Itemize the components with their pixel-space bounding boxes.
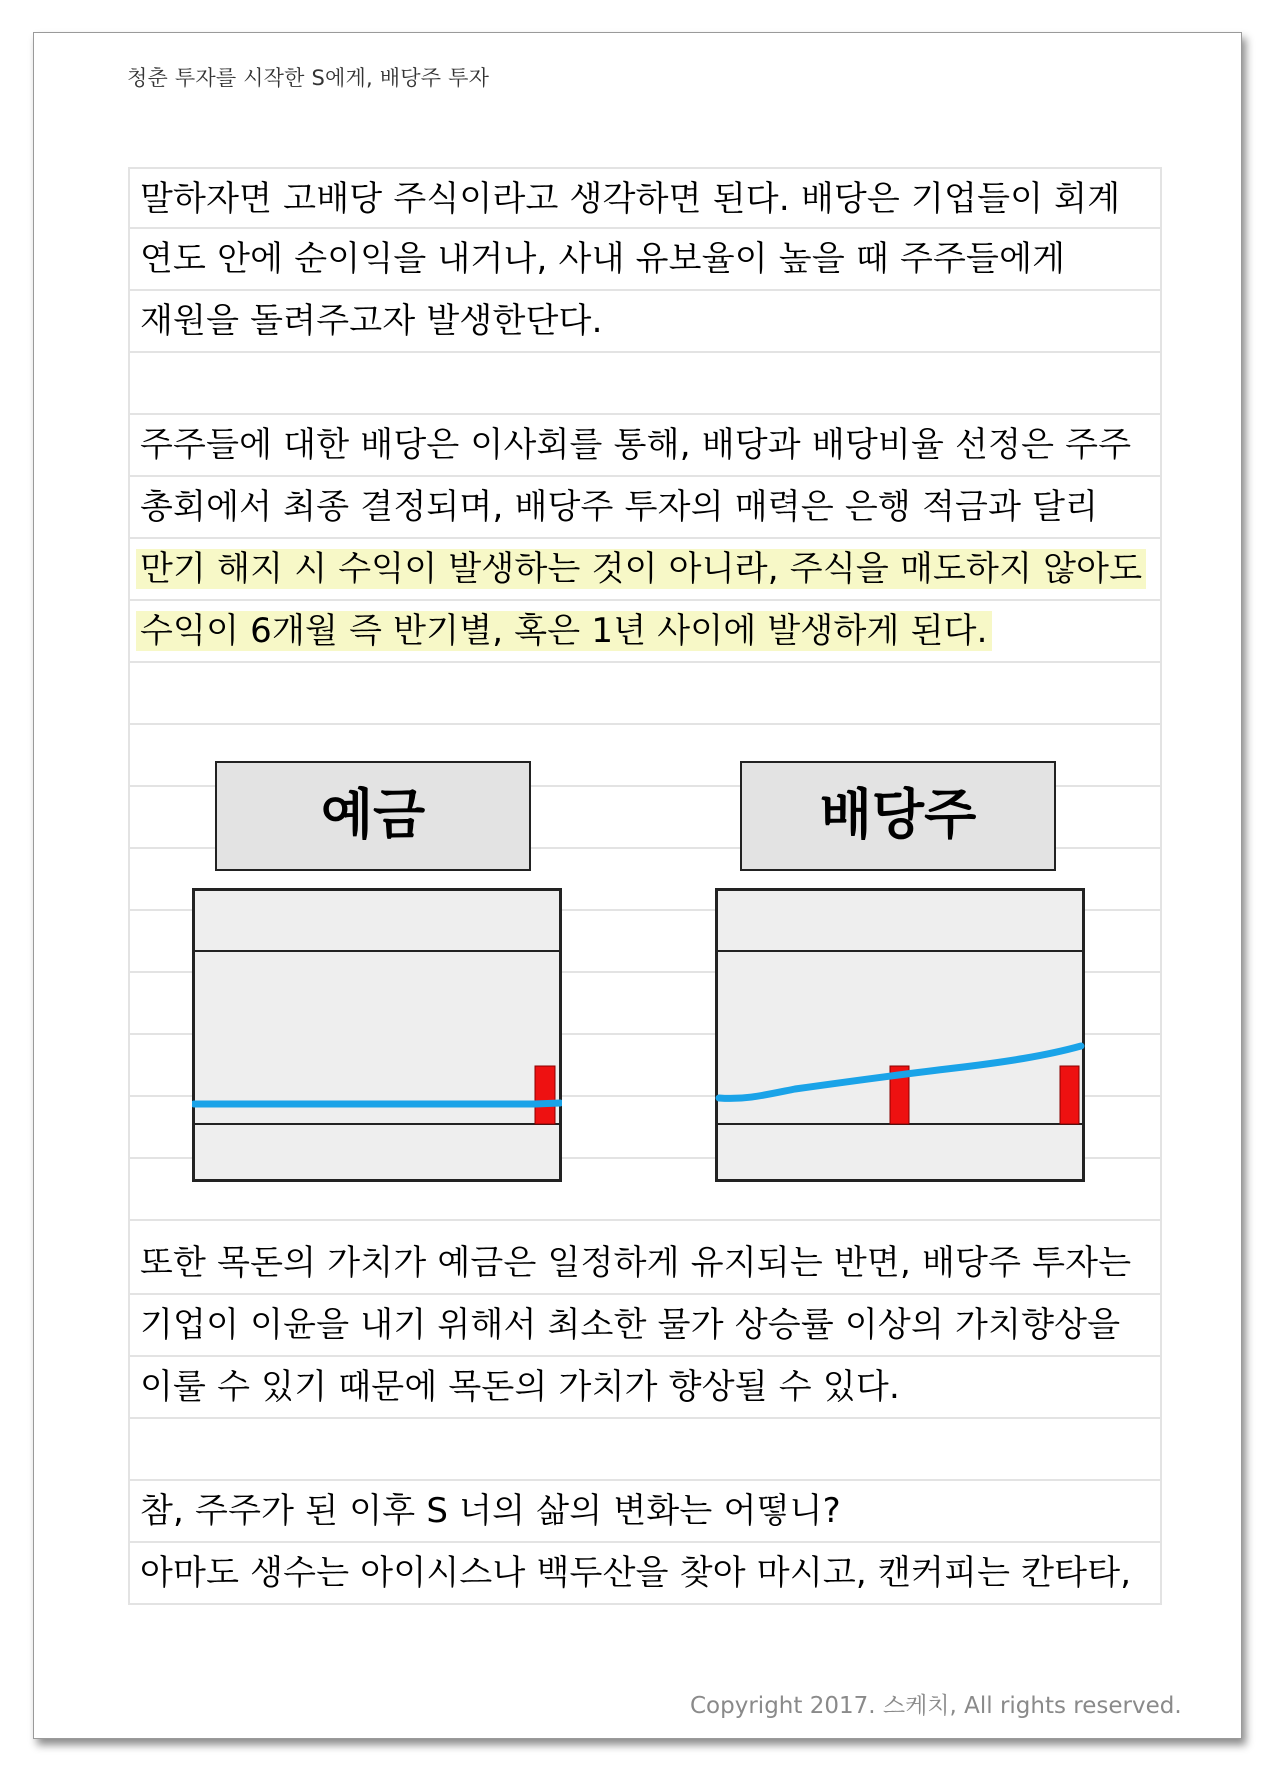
comparison-figure [130, 725, 1160, 1233]
text-line: 참, 주주가 된 이후 S 너의 삶의 변화는 어떻니? [130, 1481, 1160, 1543]
dividend-bar [1060, 1066, 1079, 1124]
text-line: 재원을 돌려주고자 발생한단다. [130, 291, 1160, 353]
ruled-line [130, 1219, 1160, 1221]
value-line [194, 1103, 560, 1104]
blank-line [130, 353, 1160, 415]
chart-panel [717, 890, 1084, 1181]
running-head: 청춘 투자를 시작한 S에게, 배당주 투자 [127, 66, 490, 90]
dividend-stock-label: 배당주 [740, 761, 1056, 871]
text-line: 총회에서 최종 결정되며, 배당주 투자의 매력은 은행 적금과 달리 [130, 477, 1160, 539]
text-line: 연도 안에 순이익을 내거나, 사내 유보율이 높을 때 주주들에게 [130, 229, 1160, 291]
dividend-bar [535, 1066, 555, 1124]
body-text [128, 167, 1162, 1605]
text-line: 아마도 생수는 아이시스나 백두산을 찾아 마시고, 캔커피는 칸타타, [130, 1543, 1160, 1605]
highlight: 수익이 6개월 즉 반기별, 혹은 1년 사이에 발생하게 된다. [136, 611, 992, 651]
chart-panel [194, 890, 561, 1181]
deposit-chart [192, 888, 562, 1182]
highlighted-line [130, 539, 1160, 601]
copyright-notice: Copyright 2017. 스케치, All rights reserved. [690, 1693, 1182, 1719]
highlighted-line [130, 601, 1160, 663]
blank-line [130, 1419, 1160, 1481]
highlight: 만기 해지 시 수익이 발생하는 것이 아니라, 주식을 매도하지 않아도 [136, 549, 1146, 589]
text-line: 기업이 이윤을 내기 위해서 최소한 물가 상승률 이상의 가치향상을 [130, 1295, 1160, 1357]
text-line: 이룰 수 있기 때문에 목돈의 가치가 향상될 수 있다. [130, 1357, 1160, 1419]
text-line: 주주들에 대한 배당은 이사회를 통해, 배당과 배당비율 선정은 주주 [130, 415, 1160, 477]
text-line: 말하자면 고배당 주식이라고 생각하면 된다. 배당은 기업들이 회계 [130, 167, 1160, 229]
dividend-chart [715, 888, 1085, 1182]
text-line: 또한 목돈의 가치가 예금은 일정하게 유지되는 반면, 배당주 투자는 [130, 1233, 1160, 1295]
blank-line [130, 663, 1160, 725]
deposit-label: 예금 [215, 761, 531, 871]
